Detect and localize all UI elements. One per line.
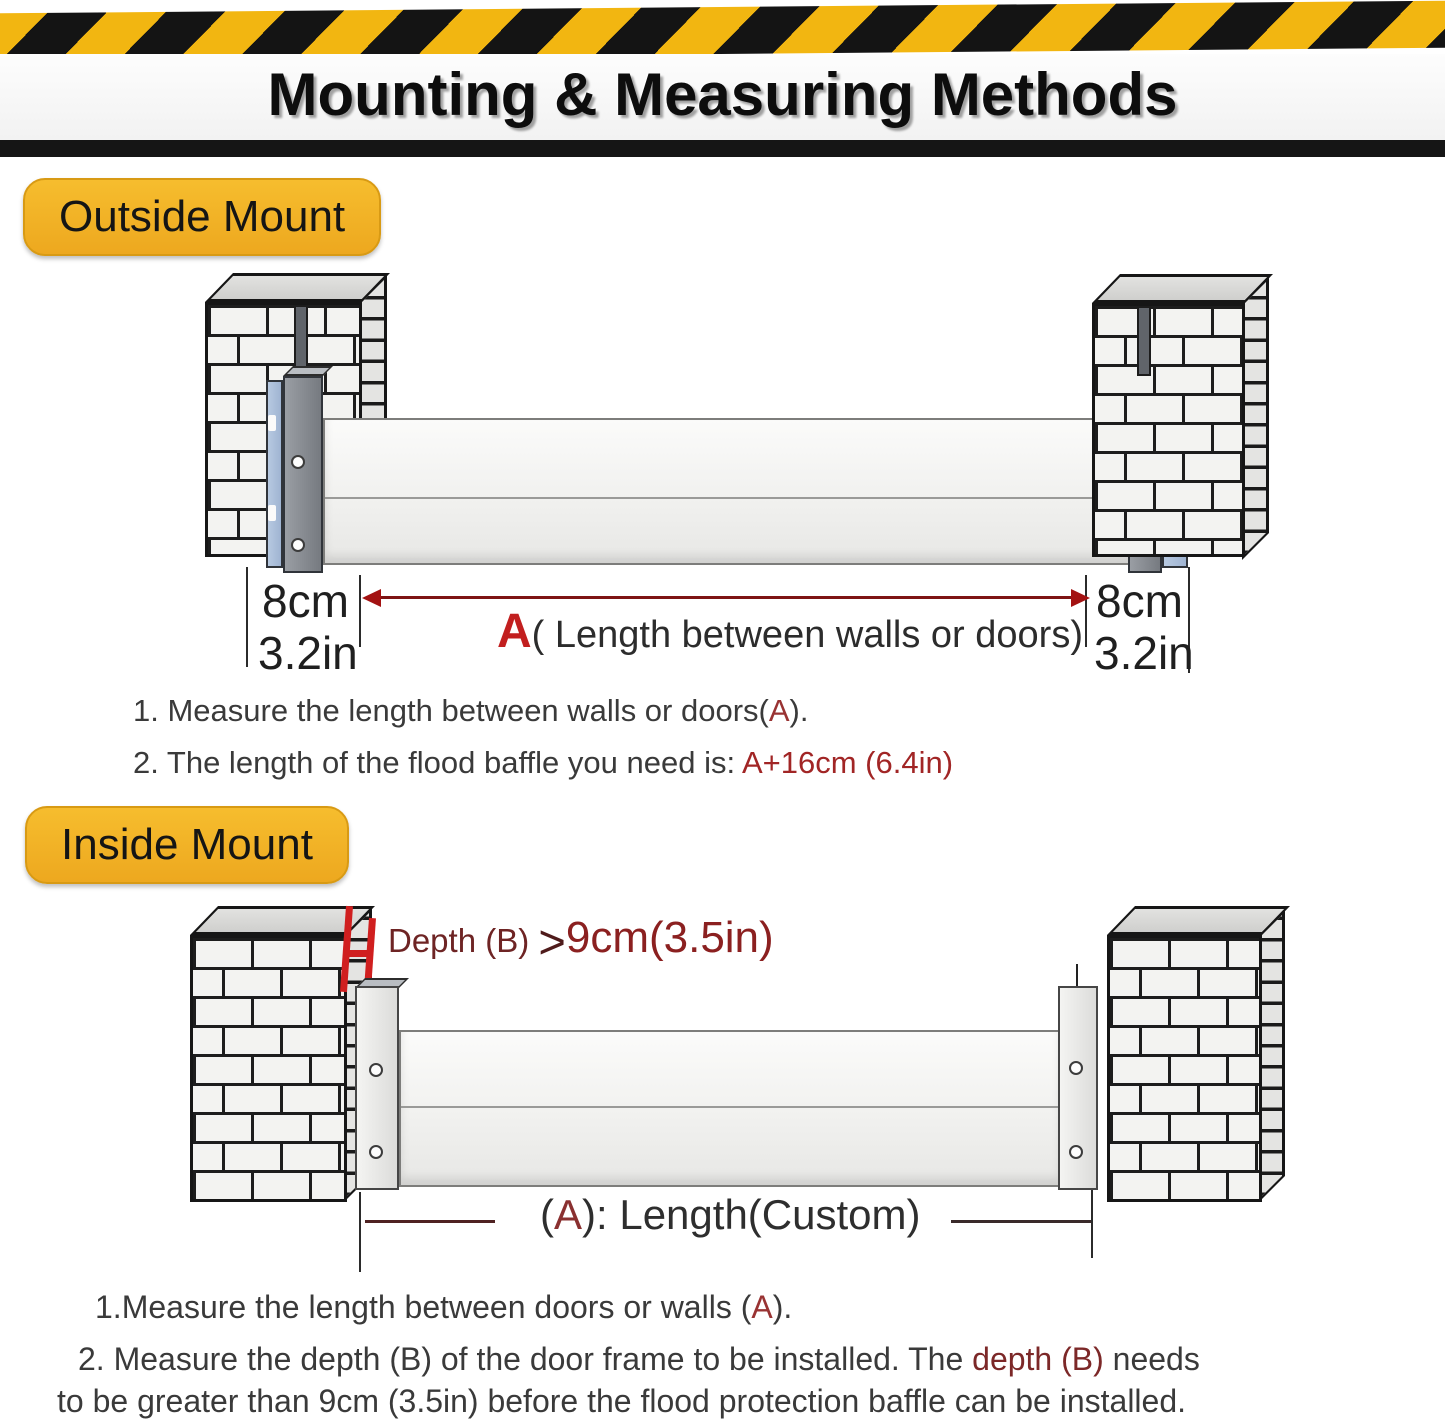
inside-mount-label: Inside Mount [25, 806, 349, 884]
outside-mount-label: Outside Mount [23, 178, 381, 256]
step-text: 1.Measure the length between doors or walls ( [95, 1289, 752, 1325]
step-text: 2. Measure the depth (B) of the door frame to be installed. The [78, 1341, 973, 1377]
length-label-accent: A [497, 605, 532, 658]
greater-than-sign: > [538, 915, 566, 968]
dimension-tick [359, 575, 361, 647]
pillar-side-face [1259, 909, 1285, 1202]
brick-pillar-left [190, 935, 347, 1202]
step-accent: A+16cm (6.4in) [741, 745, 954, 780]
depth-label: Depth (B) [388, 922, 539, 959]
page-title: Mounting & Measuring Methods [267, 61, 1178, 128]
step-accent: A [768, 693, 790, 728]
step-accent: A [751, 1289, 773, 1325]
channel-slot [1137, 306, 1151, 376]
hazard-stripe-banner [0, 1, 1445, 61]
dimension-tick [359, 1192, 361, 1272]
step-text: needs [1103, 1341, 1200, 1377]
pillar-side-face [1242, 276, 1269, 560]
mount-bracket-left [355, 986, 399, 1190]
dim-right-in: 3.2in [1094, 627, 1194, 679]
seal-notch [268, 505, 276, 521]
flood-barrier-panel [399, 1030, 1062, 1187]
mount-bracket-right [1058, 986, 1098, 1190]
step-text: 1. Measure the length between walls or doors( [133, 693, 769, 728]
arrow-right-head-icon [1071, 589, 1090, 607]
step-text: 2. The length of the flood baffle you need is: [133, 745, 742, 780]
length-dimension-arrow [378, 596, 1072, 599]
dimension-tick [246, 567, 248, 667]
flood-barrier-panel [323, 418, 1130, 565]
length-label-text: ( Length between walls or doors) [531, 614, 1083, 656]
depth-annotation [388, 913, 774, 968]
screw-hole [1069, 1061, 1083, 1075]
brick-pillar-right [1092, 303, 1245, 557]
depth-value: 9cm(3.5in) [565, 913, 774, 962]
screw-hole [369, 1145, 383, 1159]
seal-notch [268, 415, 276, 431]
dim-left-cm: 8cm [262, 575, 349, 627]
dim-left-in: 3.2in [258, 627, 358, 679]
header-divider-bar [0, 140, 1445, 157]
outside-step-2 [133, 744, 953, 781]
length-label [497, 605, 1083, 658]
dimension-tick [1091, 1190, 1093, 1258]
brick-pillar-right [1107, 935, 1262, 1202]
depth-gauge-crossbar [345, 950, 373, 957]
screw-hole [369, 1063, 383, 1077]
dimension-line [365, 1220, 495, 1223]
outside-step-1 [133, 692, 808, 729]
inside-step-1 [95, 1288, 792, 1326]
step-text: ). [772, 1289, 793, 1325]
dim-right-cm: 8cm [1096, 575, 1183, 627]
step-accent: depth (B) [972, 1341, 1104, 1377]
dimension-tick [1085, 575, 1087, 647]
label-text: ): Length(Custom) [582, 1191, 921, 1238]
panel-seam [401, 1106, 1060, 1108]
step-text: ). [789, 693, 809, 728]
bracket-pin [1076, 964, 1078, 988]
dimension-line [951, 1220, 1091, 1223]
inside-step-2-line-1 [78, 1340, 1200, 1378]
screw-hole [291, 538, 305, 552]
arrow-left-head-icon [362, 589, 381, 607]
channel-seal-strip-blue [266, 380, 283, 568]
screw-hole [1069, 1145, 1083, 1159]
custom-length-label [540, 1191, 921, 1238]
label-accent: A [554, 1191, 583, 1238]
inside-step-2-line-2: to be greater than 9cm (3.5in) before the flood protection baffle can be installed. [57, 1383, 1187, 1419]
label-text: ( [540, 1191, 554, 1238]
panel-seam [325, 497, 1128, 499]
screw-hole [291, 455, 305, 469]
